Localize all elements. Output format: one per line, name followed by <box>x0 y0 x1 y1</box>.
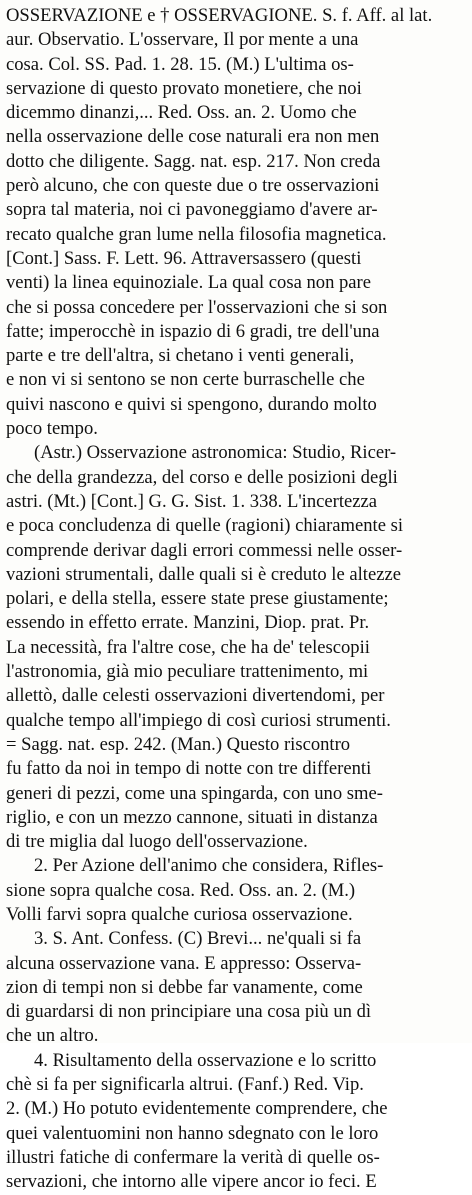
text-line: La necessità, fra l'altre cose, che ha de' telescopii <box>6 636 370 658</box>
text-line: venti) la linea equinoziale. La qual cosa non pare <box>6 272 372 294</box>
text-line: e poca concludenza di quelle (ragioni) chiaramente si <box>6 515 403 537</box>
sense-3-start-line: 3. S. Ant. Confess. (C) Brevi... ne'quali si fa <box>34 928 362 950</box>
text-line: 2. (M.) Ho potuto evidentemente comprendere, che <box>6 1098 388 1120</box>
text-line: recato qualche gran lume nella filosofia magnetica. <box>6 223 387 245</box>
text-line: servazioni, che intorno alle vipere ancor io feci. E <box>6 1171 377 1193</box>
text-line: qualche tempo all'impiego di così curiosi strumenti. <box>6 709 391 731</box>
text-line: chè si fa per significarla altrui. (Fanf.) Red. Vip. <box>6 1074 364 1096</box>
text-line: generi di pezzi, come una spingarda, con uno sme- <box>6 782 383 804</box>
text-line: [Cont.] Sass. F. Lett. 96. Attraversassero (questi <box>6 247 362 269</box>
text-line: illustri fatiche di confermare la verità di quelle os- <box>6 1146 380 1168</box>
text-line: Volli farvi sopra qualche curiosa osservazione. <box>6 903 353 925</box>
text-line: che della grandezza, del corso e delle posizioni degli <box>6 466 398 488</box>
text-line: l'astronomia, già mio peculiare trattenimento, mi <box>6 661 369 683</box>
text-line: servazione di questo provato monetiere, che noi <box>6 77 362 99</box>
text-line: dicemmo dinanzi,... Red. Oss. an. 2. Uomo che <box>6 102 357 124</box>
text-line: di guardarsi di non principiare una cosa più un dì <box>6 1001 372 1023</box>
text-line: allettò, dalle celesti osservazioni divertendomi, per <box>6 685 385 707</box>
text-line: astri. (Mt.) [Cont.] G. G. Sist. 1. 338. L'incertezza <box>6 490 378 512</box>
text-line: fu fatto da noi in tempo di notte con tre differenti <box>6 758 372 780</box>
sense-4-start-line: 4. Risultamento della osservazione e lo scritto <box>34 1049 377 1071</box>
text-line: = Sagg. nat. esp. 242. (Man.) Questo riscontro <box>6 733 351 755</box>
text-line: cosa. Col. SS. Pad. 1. 28. 15. (M.) L'ultima os- <box>6 53 354 75</box>
text-line: zion di tempi non si debbe far vanamente, come <box>6 976 363 998</box>
text-line: nella osservazione delle cose naturali era non men <box>6 126 380 148</box>
text-line: poco tempo. <box>6 418 98 440</box>
text-line: essendo in effetto errate. Manzini, Diop. prat. Pr. <box>6 612 370 634</box>
text-line: che un altro. <box>6 1025 99 1047</box>
text-line: alcuna osservazione vana. E appresso: Osserva- <box>6 952 362 974</box>
text-line: quei valentuomini non hanno sdegnato con le loro <box>6 1122 379 1144</box>
text-line: comprende derivar dagli errori commessi nelle osser- <box>6 539 403 561</box>
text-line: però alcuno, che con queste due o tre osservazioni <box>6 175 380 197</box>
text-line: dotto che diligente. Sagg. nat. esp. 217. Non creda <box>6 150 381 172</box>
dictionary-entry-osservazione <box>6 4 466 1195</box>
text-line: riglio, e con un mezzo cannone, situati in distanza <box>6 806 378 828</box>
sense-2-start-line: 2. Per Azione dell'animo che considera, Rifles- <box>34 855 384 877</box>
sense-astr-start-line: (Astr.) Osservazione astronomica: Studio, Ricer- <box>34 442 397 464</box>
text-line: fatte; imperocchè in ispazio di 6 gradi, tre dell'una <box>6 320 380 342</box>
text-line: polari, e della stella, essere state prese giustamente; <box>6 588 389 610</box>
text-line: vazioni strumentali, dalle quali si è creduto le altezze <box>6 563 401 585</box>
text-line: di tre miglia dal luogo dell'osservazione. <box>6 831 308 853</box>
entry-headword-line: OSSERVAZIONE e † OSSERVAGIONE. S. f. Aff. al lat. <box>6 5 433 26</box>
text-line: sione sopra qualche cosa. Red. Oss. an. 2. (M.) <box>6 879 356 901</box>
text-line: quivi nascono e quivi si spengono, durando molto <box>6 393 377 415</box>
text-line: sopra tal materia, noi ci pavoneggiamo d'avere ar- <box>6 199 378 221</box>
text-line: aur. Observatio. L'osservare, Il por mente a una <box>6 29 359 51</box>
text-line: che si possa concedere per l'osservazioni che si son <box>6 296 388 318</box>
text-line: parte e tre dell'altra, si chetano i venti generali, <box>6 345 355 367</box>
text-line: e non vi si sentono se non certe burraschelle che <box>6 369 365 391</box>
